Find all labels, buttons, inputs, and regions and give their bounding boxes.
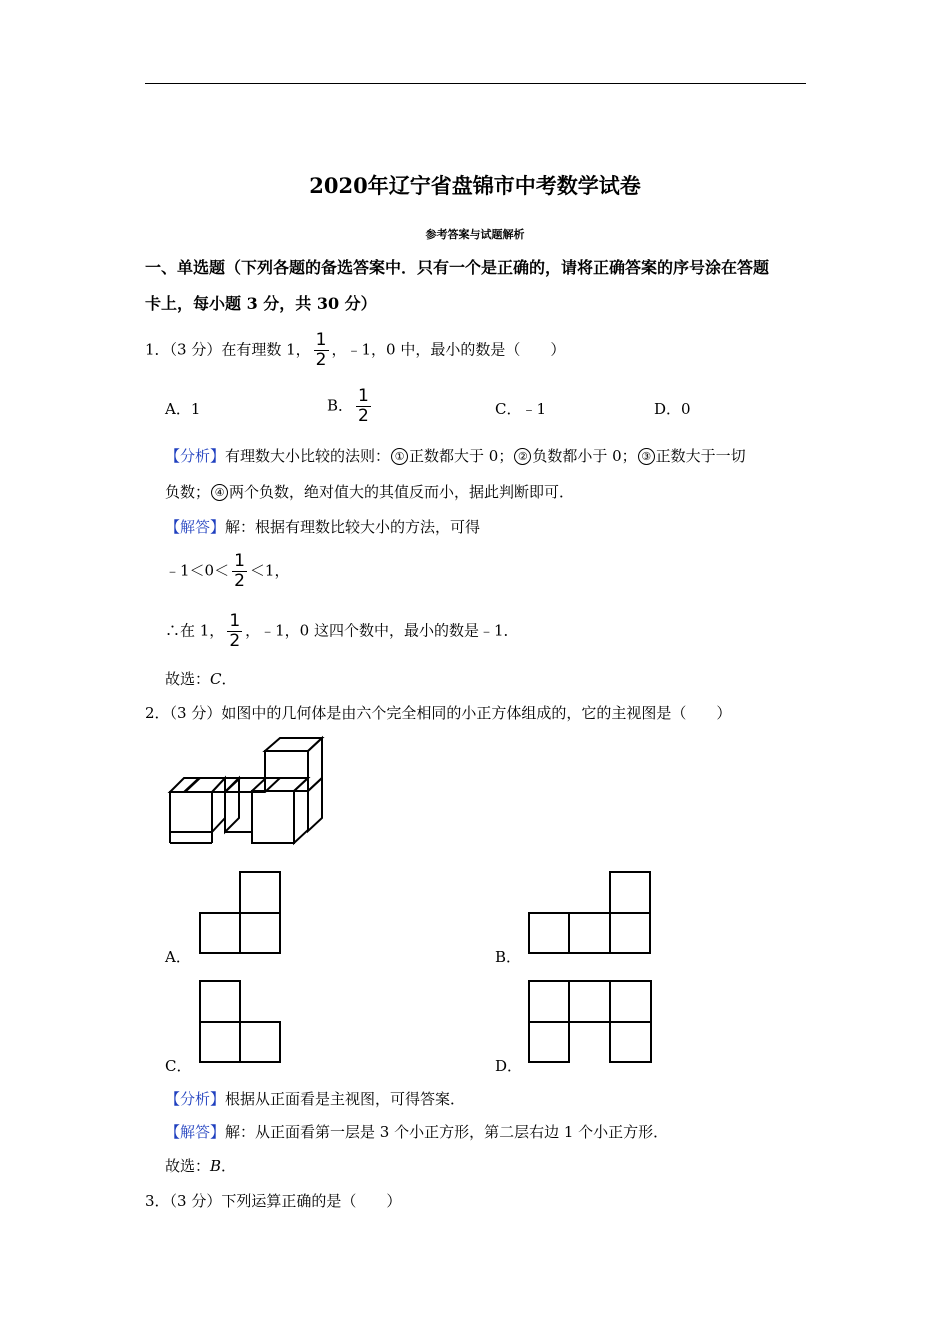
q2-option-d-label[interactable]: D． bbox=[495, 1057, 523, 1075]
q1-stem-part-b: ，﹣1，0 中，最小的数是（ ） bbox=[331, 340, 566, 359]
q1-analysis-line2: 负数； ④ 两个负数，绝对值大的其值反而小，据此判断即可． bbox=[165, 483, 575, 501]
page-title: 2020年辽宁省盘锦市中考数学试卷 bbox=[309, 173, 641, 198]
q2-option-d-figure[interactable] bbox=[526, 978, 654, 1064]
analysis-tag: 【分析】 bbox=[165, 447, 226, 465]
q1-choice: 故选：C． bbox=[165, 670, 237, 688]
section-heading-line1: 一、单选题（下列各题的备选答案中．只有一个是正确的，请将正确答案的序号涂在答题 bbox=[145, 258, 770, 277]
q1-stem bbox=[145, 332, 565, 369]
q1-answer: 【解答】解：根据有理数比较大小的方法，可得 bbox=[165, 518, 481, 536]
answer-tag: 【解答】 bbox=[165, 1123, 226, 1141]
q2-option-c-label[interactable]: C． bbox=[165, 1057, 192, 1075]
fraction-half: $\frac{1}{2}$ bbox=[234, 551, 245, 591]
q2-option-a-figure[interactable] bbox=[197, 869, 283, 955]
q1-therefore: ∴在 1， $\frac{1}{2}$ ，﹣1，0 这四个数中，最小的数是﹣1． bbox=[165, 611, 519, 651]
header-rule bbox=[145, 83, 806, 84]
q3-stem: 3．（3 分）下列运算正确的是（ ） bbox=[145, 1192, 402, 1210]
q2-stem: 2．（3 分）如图中的几何体是由六个完全相同的小正方体组成的，它的主视图是（ ） bbox=[145, 704, 732, 722]
fraction-half: $\frac{1}{2}$ bbox=[358, 386, 369, 426]
section-heading-line2: 卡上，每小题 3 分，共 30 分） bbox=[145, 294, 377, 313]
page-subtitle: 参考答案与试题解析 bbox=[425, 228, 525, 241]
q1-inequality: ﹣1＜0＜ $\frac{1}{2}$ ＜1， bbox=[165, 551, 290, 591]
fraction-half: $\frac{1}{2}$ bbox=[229, 611, 241, 651]
fraction-half: $\frac{1}{2}$ bbox=[315, 330, 327, 370]
q2-option-b-figure[interactable] bbox=[526, 869, 653, 955]
q1-option-c[interactable]: C．﹣1 bbox=[495, 400, 547, 418]
q2-option-b-label[interactable]: B． bbox=[495, 948, 522, 966]
q2-option-a-label[interactable]: A． bbox=[165, 948, 191, 966]
q1-option-d[interactable]: D．0 bbox=[654, 400, 691, 418]
q1-stem-part-a: 1．（3 分）在有理数 1， bbox=[145, 340, 311, 359]
answer-tag: 【解答】 bbox=[165, 518, 226, 536]
q1-option-a[interactable]: A．1 bbox=[165, 400, 201, 418]
q2-option-c-figure[interactable] bbox=[197, 978, 283, 1064]
q2-choice: 故选：B． bbox=[165, 1157, 237, 1175]
cube-solid-figure bbox=[160, 733, 330, 848]
q2-analysis: 【分析】根据从正面看是主视图，可得答案． bbox=[165, 1090, 466, 1108]
q1-option-b[interactable]: B． $\frac{1}{2}$ bbox=[327, 386, 369, 426]
q2-answer: 【解答】解：从正面看第一层是 3 个小正方形，第二层右边 1 个小正方形． bbox=[165, 1123, 669, 1141]
analysis-tag: 【分析】 bbox=[165, 1090, 226, 1108]
q1-analysis-line1: 【分析】有理数大小比较的法则： ① 正数都大于 0； ② 负数都小于 0； ③ 正数大于一切 bbox=[165, 447, 746, 465]
